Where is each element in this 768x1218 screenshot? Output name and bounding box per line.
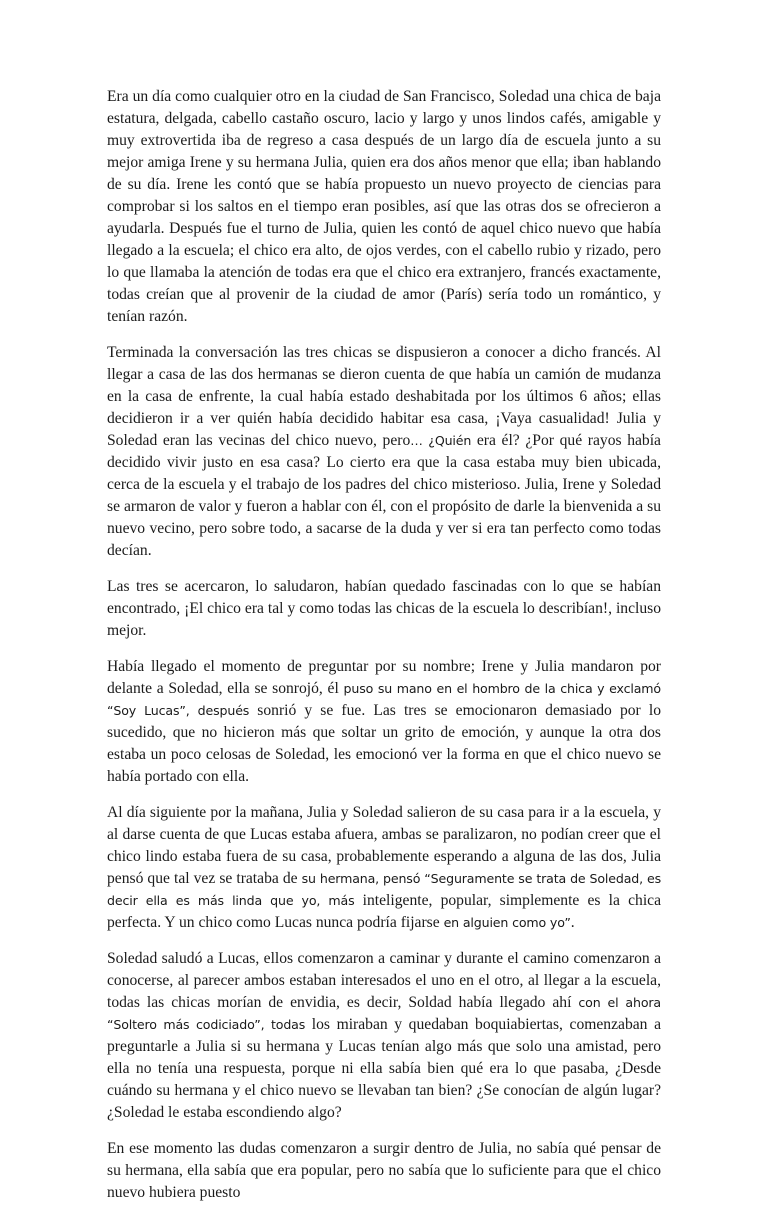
text-run: Era un día como cualquier otro en la ciudad de San Francisco, Soledad una chica de baja estatura, delgada, cabello castaño oscuro, lacio y largo y unos lindos cafés, amigable y muy extrovertida iba de regreso a casa después de un largo día de escuela junto a su mejor amiga Irene y su hermana Julia, quien era dos años menor que ella; iban hablando de su día. Irene les contó que se había propuesto un nuevo proyecto de ciencias para comprobar si los saltos en el tiempo eran posibles, así que las otras dos se ofrecieron a ayudarla. Después fue el turno de Julia, quien les contó de aquel chico nuevo que había llegado a la escuela; el chico era alto, de ojos verdes, con el cabello rubio y rizado, pero lo que llamaba la atención de todas era que el chico era extranjero, francés exactamente, todas creían que al provenir de la ciudad de amor (París) sería todo un romántico, y tenían razón. [107, 88, 661, 325]
text-run: era él? ¿Por qué rayos había decidido vivir justo en esa casa? Lo cierto era que la casa estaba muy bien ubicada, cerca de la escuela y el trabajo de los padres del chico misterioso. Julia, Irene y Soledad se armaron de valor y fueron a hablar con él, con el propósito de darle la bienvenida a su nuevo vecino, pero sobre todo, a sacarse de la duda y ver si era tan perfecto como todas decían. [107, 432, 661, 559]
text-run: los miraban y quedaban boquiabiertas, comenzaban a preguntarle a Julia si su hermana y Lucas tenían algo más que solo una amistad, pero ella no tenía una respuesta, porque ni ella sabía bien qué era lo que pasaba, ¿Desde cuándo su hermana y el chico nuevo se llevaban tan bien? ¿Se conocían de algún lugar? ¿Soledad le estaba escondiendo algo? [107, 1016, 661, 1121]
paragraph [107, 86, 661, 328]
text-run-alt-font: en alguien como yo” [443, 915, 571, 930]
text-run-alt-font: su hermana, pensó “Seguramente se trata de Soledad, es decir ella es más linda que yo, más [107, 871, 661, 908]
text-run: Había llegado el momento de preguntar por su nombre; Irene y Julia mandaron por delante a Soledad, ella se sonrojó, él [107, 658, 661, 697]
text-run: inteligente, popular, simplemente es la chica perfecta. Y un chico como Lucas nunca podría fijarse [107, 892, 661, 931]
paragraph [107, 576, 661, 642]
text-run: Al día siguiente por la mañana, Julia y Soledad salieron de su casa para ir a la escuela, y al darse cuenta de que Lucas estaba afuera, ambas se paralizaron, no podían creer que el chico lindo estaba fuera de su casa, probablemente esperando a alguna de las dos, Julia pensó que tal vez se trataba de [107, 804, 661, 887]
text-run: Las tres se acercaron, lo saludaron, habían quedado fascinadas con lo que se habían encontrado, ¡El chico era tal y como todas las chicas de la escuela lo describían!, incluso mejor. [107, 578, 661, 639]
text-run-alt-font: puso su mano en el hombro de la chica y exclamó “Soy Lucas”, después [107, 681, 661, 718]
text-run: En ese momento las dudas comenzaron a surgir dentro de Julia, no sabía qué pensar de su hermana, ella sabía que era popular, pero no sabía que lo suficiente para que el chico nuevo hubiera puesto [107, 1140, 661, 1201]
text-run: sonrió y se fue. Las tres se emocionaron demasiado por lo sucedido, que no hicieron más que soltar un grito de emoción, y aunque la otra dos estaba un poco celosas de Soledad, les emocionó ver la forma en que el chico nuevo se había portado con ella. [107, 702, 661, 785]
paragraph [107, 802, 661, 934]
paragraph [107, 1138, 661, 1204]
paragraph [107, 948, 661, 1124]
text-run: . [570, 914, 575, 931]
text-run: Soledad saludó a Lucas, ellos comenzaron a caminar y durante el camino comenzaron a conocerse, al parecer ambos estaban interesados el uno en el otro, al llegar a la escuela, todas las chicas morían de envidia, es decir, Soldad había llegado ahí [107, 950, 661, 1011]
text-run: Terminada la conversación las tres chicas se dispusieron a conocer a dicho francés. Al llegar a casa de las dos hermanas se dieron cuenta de que había un camión de mudanza en la casa de enfrente, la cual había estado deshabitada por los últimos 6 años; ellas decidieron ir a ver quién había decidido habitar esa casa, ¡Vaya casualidad! Julia y Soledad eran las vecinas del chico nuevo, pero [107, 344, 661, 449]
text-run-alt-font: con el ahora “Soltero más codiciado”, todas [107, 995, 661, 1032]
paragraph [107, 342, 661, 562]
paragraph [107, 656, 661, 788]
text-run-alt-font: … ¿Quién [410, 433, 472, 448]
document-body [107, 86, 661, 1218]
